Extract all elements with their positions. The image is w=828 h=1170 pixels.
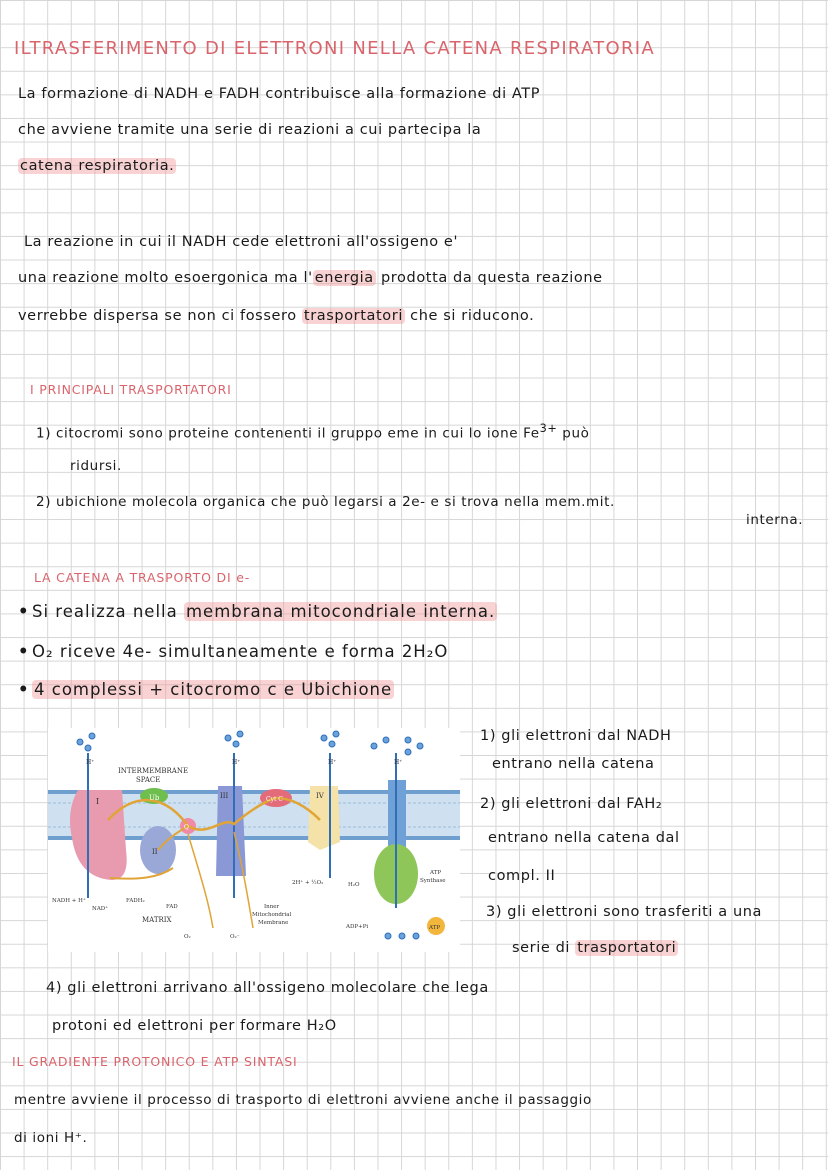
section-heading-catena: LA CATENA A TRASPORTO DI e- bbox=[34, 570, 251, 585]
complex-i-label: I bbox=[96, 797, 100, 806]
step-2-line-1: 2) gli elettroni dal FAH₂ bbox=[480, 796, 663, 812]
gradient-line-2: di ioni H⁺. bbox=[14, 1130, 88, 1146]
section-heading-gradiente: IL GRADIENTE PROTONICO E ATP SINTASI bbox=[12, 1054, 298, 1069]
highlight-catena: catena respiratoria. bbox=[20, 158, 175, 174]
complex-ii-label: II bbox=[152, 848, 158, 856]
transporter-item-2-cont: interna. bbox=[746, 512, 804, 528]
step-3-line-2: serie di trasportatori bbox=[512, 940, 677, 956]
bullet-dot-icon: • bbox=[18, 602, 30, 621]
step-4-line-2: protoni ed elettroni per formare H₂O bbox=[52, 1018, 337, 1034]
fadh2-label: FADH₂ bbox=[126, 898, 145, 904]
adp-label: ADP+Pi bbox=[346, 924, 369, 930]
step-4-line-1: 4) gli elettroni arrivano all'ossigeno molecolare che lega bbox=[46, 980, 489, 996]
reaction-line-1: La reazione in cui il NADH cede elettroni all'ossigeno e' bbox=[24, 234, 459, 250]
transporter-item-1-cont: ridursi. bbox=[70, 458, 122, 474]
fad-label: FAD bbox=[166, 904, 178, 910]
highlight-trasportatori: trasportatori bbox=[303, 308, 403, 324]
h-plus-label: H⁺ bbox=[232, 759, 241, 766]
bullet-dot-icon: • bbox=[18, 680, 30, 699]
bullet-complessi bbox=[18, 680, 394, 699]
complex-iv-shape bbox=[308, 786, 340, 850]
highlight-energia: energia bbox=[314, 270, 374, 286]
bullet-membrana: • Si realizza nella membrana mitocondriale interna. bbox=[18, 602, 496, 621]
inner-label-3: Membrane bbox=[258, 920, 289, 926]
step-2-line-3: compl. II bbox=[488, 868, 556, 884]
inner-label-2: Mitochondrial bbox=[252, 912, 292, 918]
transporter-item-2: 2) ubichione molecola organica che può legarsi a 2e- e si trova nella mem.mit. bbox=[36, 494, 615, 510]
highlight-trasportatori-2: trasportatori bbox=[577, 940, 677, 956]
atp-label: ATP bbox=[429, 925, 441, 931]
highlight-complessi: 4 complessi + citocromo c e Ubichione bbox=[34, 680, 393, 699]
atp-synthase-label-1: ATP bbox=[430, 870, 442, 876]
step-2-line-2: entrano nella catena dal bbox=[488, 830, 680, 846]
page-title: ILTRASFERIMENTO DI ELETTRONI NELLA CATENA RESPIRATORIA bbox=[14, 38, 656, 59]
nadh-label: NADH + H⁺ bbox=[52, 898, 86, 904]
water-right-label: H₂O bbox=[348, 882, 360, 888]
water-left-label: 2H⁺ + ½O₂ bbox=[292, 880, 324, 886]
h-plus-label: H⁺ bbox=[86, 759, 95, 766]
complex-iii-label: III bbox=[220, 792, 229, 800]
intermembrane-label: INTERMEMBRANE bbox=[118, 767, 189, 775]
etc-diagram bbox=[48, 728, 460, 952]
ub-label: Ub bbox=[149, 794, 160, 802]
q-label: Q bbox=[184, 824, 189, 831]
bullet-ossigeno: • O₂ riceve 4e- simultaneamente e forma 2H₂O bbox=[18, 642, 449, 661]
step-3-line-1: 3) gli elettroni sono trasferiti a una bbox=[486, 904, 763, 920]
transporter-item-1: 1) citocromi sono proteine contenenti il gruppo eme in cui lo ione $Fe^{3+}$ può bbox=[36, 422, 590, 442]
cyt-c-label: Cyt C bbox=[266, 796, 283, 803]
h-plus-label: H⁺ bbox=[328, 759, 337, 766]
o2-label: O₂ bbox=[184, 934, 191, 940]
highlight-membrana: membrana mitocondriale interna. bbox=[185, 602, 496, 621]
inner-label-1: Inner bbox=[264, 904, 280, 910]
gradient-line-1: mentre avviene il processo di trasporto di elettroni avviene anche il passaggio bbox=[14, 1092, 592, 1108]
intro-line-2: che avviene tramite una serie di reazioni a cui partecipa la bbox=[18, 122, 482, 138]
step-1-line-1: 1) gli elettroni dal NADH bbox=[480, 728, 672, 744]
atp-synthase-label-2: Synthase bbox=[420, 878, 446, 884]
bullet-dot-icon: • bbox=[18, 642, 30, 661]
etc-diagram-svg bbox=[48, 728, 460, 952]
reaction-line-2: una reazione molto esoergonica ma l' energia prodotta da questa reazione bbox=[18, 270, 603, 286]
reaction-line-3: verrebbe dispersa se non ci fossero trasportatori che si riducono. bbox=[18, 308, 535, 324]
section-heading-principali: I PRINCIPALI TRASPORTATORI bbox=[30, 382, 232, 397]
nad-label: NAD⁺ bbox=[92, 906, 109, 912]
matrix-label: MATRIX bbox=[142, 916, 172, 924]
complex-iv-label: IV bbox=[316, 792, 324, 800]
step-1-line-2: entrano nella catena bbox=[492, 756, 655, 772]
space-label: SPACE bbox=[136, 776, 161, 784]
intro-line-1: La formazione di NADH e FADH contribuisce alla formazione di ATP bbox=[18, 86, 541, 102]
h-plus-label: H⁺ bbox=[394, 759, 403, 766]
intro-line-3 bbox=[18, 158, 176, 174]
o2-minus-label: O₂⁻ bbox=[230, 934, 240, 940]
